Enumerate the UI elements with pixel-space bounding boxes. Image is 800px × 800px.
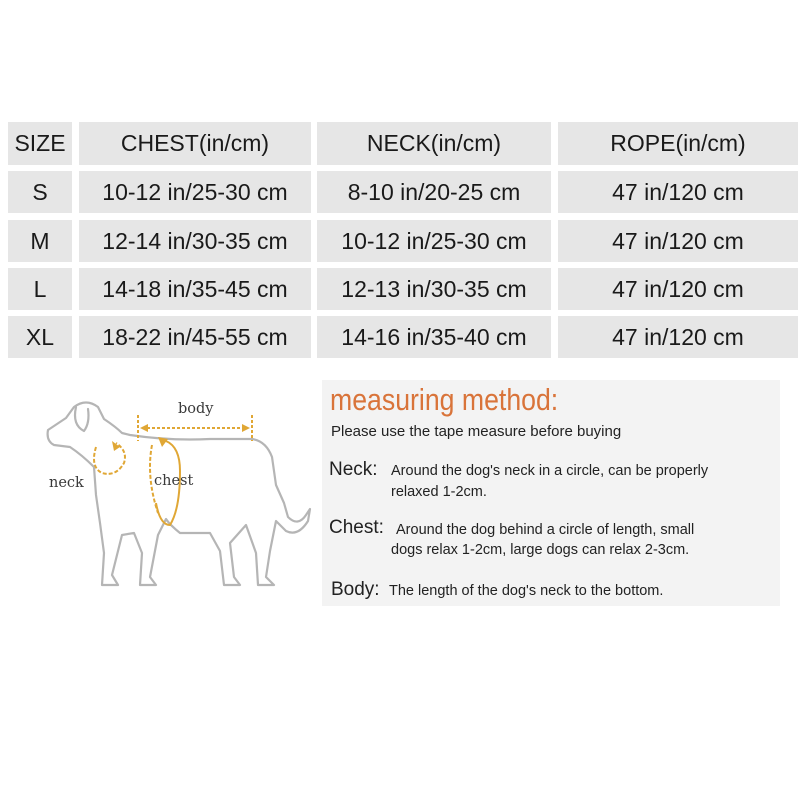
- neck-method-line: relaxed 1-2cm.: [391, 484, 487, 500]
- measuring-method-subtitle: Please use the tape measure before buying: [331, 423, 622, 440]
- neck-cell: 12-13 in/30-35 cm: [317, 268, 551, 310]
- neck-cell: 14-16 in/35-40 cm: [317, 316, 551, 358]
- rope-cell: 47 in/120 cm: [558, 171, 798, 213]
- header-chest: CHEST(in/cm): [79, 122, 311, 165]
- rope-cell: 47 in/120 cm: [558, 316, 798, 358]
- chest-cell: 18-22 in/45-55 cm: [79, 316, 311, 358]
- measuring-method-title: measuring method:: [330, 382, 559, 417]
- chest-cell: 14-18 in/35-45 cm: [79, 268, 311, 310]
- body-method-line: The length of the dog's neck to the bottom.: [389, 583, 664, 599]
- size-cell: L: [8, 268, 72, 310]
- dog-silhouette-icon: [30, 385, 320, 605]
- neck-label: neck: [49, 475, 84, 491]
- chest-cell: 10-12 in/25-30 cm: [79, 171, 311, 213]
- neck-method-label: Neck:: [329, 459, 378, 480]
- dog-measuring-diagram: [30, 385, 320, 605]
- rope-cell: 47 in/120 cm: [558, 220, 798, 262]
- header-rope: ROPE(in/cm): [558, 122, 798, 165]
- header-neck: NECK(in/cm): [317, 122, 551, 165]
- chest-label: chest: [154, 473, 194, 489]
- neck-cell: 8-10 in/20-25 cm: [317, 171, 551, 213]
- chest-method-label: Chest:: [329, 517, 384, 538]
- chest-method-line: dogs relax 1-2cm, large dogs can relax 2-3cm.: [391, 542, 690, 558]
- header-size: SIZE: [8, 122, 72, 165]
- body-method-label: Body:: [331, 579, 380, 600]
- size-cell: S: [8, 171, 72, 213]
- neck-method-line: Around the dog's neck in a circle, can be properly: [391, 463, 709, 479]
- size-cell: M: [8, 220, 72, 262]
- body-label: body: [178, 401, 214, 417]
- chest-cell: 12-14 in/30-35 cm: [79, 220, 311, 262]
- size-cell: XL: [8, 316, 72, 358]
- chest-method-line: Around the dog behind a circle of length, small: [396, 522, 695, 538]
- neck-cell: 10-12 in/25-30 cm: [317, 220, 551, 262]
- rope-cell: 47 in/120 cm: [558, 268, 798, 310]
